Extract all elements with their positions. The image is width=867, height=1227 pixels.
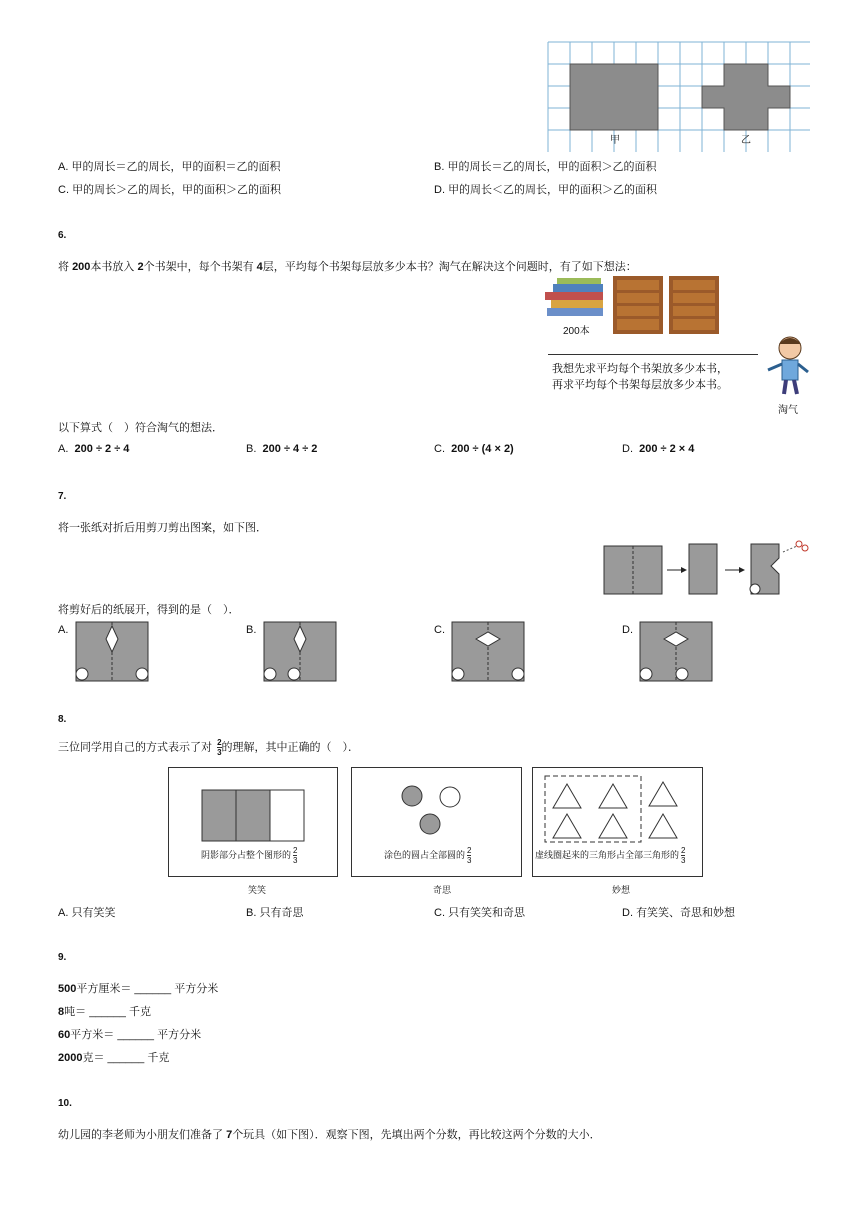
q5-option-b[interactable]: B. 甲的周长＝乙的周长，甲的面积＞乙的面积 xyxy=(434,161,657,173)
q5-grid-figure xyxy=(548,42,810,152)
books-pile-illustration xyxy=(543,278,611,322)
q6-question: 以下算式（ ）符合淘气的想法． xyxy=(58,422,223,434)
q10-number: 10. xyxy=(58,1098,72,1109)
q8-option-c[interactable]: C. 只有笑笑和奇思 xyxy=(434,907,526,919)
q6-option-b[interactable]: B. 200 ÷ 4 ÷ 2 xyxy=(246,443,318,455)
q9-line-2: 8吨＝ ______ 千克 xyxy=(58,1006,151,1018)
thought-line-2: 再求平均每个书架每层放多少本书。 xyxy=(552,379,728,391)
kid-name-label: 淘气 xyxy=(778,405,798,416)
name-xiaoxiao: 笑笑 xyxy=(248,885,267,895)
q8-option-a[interactable]: A. 只有笑笑 xyxy=(58,907,116,919)
label-jia: 甲 xyxy=(610,135,620,146)
label-yi: 乙 xyxy=(741,135,751,146)
bookshelf-2 xyxy=(669,276,719,334)
q8-box-miaoxiang xyxy=(532,767,703,877)
q7-stem: 将一张纸对折后用剪刀剪出图案，如下图． xyxy=(58,522,267,534)
thought-divider xyxy=(548,354,758,355)
q6-option-c[interactable]: C. 200 ÷ (4 × 2) xyxy=(434,443,514,455)
q8-box-qisi xyxy=(351,767,522,877)
bookshelf-1 xyxy=(613,276,663,334)
q5-option-d[interactable]: D. 甲的周长＜乙的周长，甲的面积＞乙的面积 xyxy=(434,184,658,196)
blank-field[interactable]: ______ xyxy=(107,1052,145,1064)
q9-line-3: 60平方米＝ ______ 平方分米 xyxy=(58,1029,202,1041)
q6-option-d[interactable]: D. 200 ÷ 2 × 4 xyxy=(622,443,695,455)
thought-line-1: 我想先求平均每个书架放多少本书， xyxy=(552,363,728,375)
q5-option-c[interactable]: C. 甲的周长＞乙的周长，甲的面积＞乙的面积 xyxy=(58,184,282,196)
triangles-figure xyxy=(543,774,693,846)
q10-stem: 幼儿园的李老师为小朋友们准备了 7个玩具（如下图）．观察下图，先填出两个分数，再比较这两个分数的大小． xyxy=(58,1129,601,1141)
q8-number: 8. xyxy=(58,714,67,725)
box1-caption: 阴影部分占整个图形的 $\frac{2}{3}$ xyxy=(201,846,298,865)
q9-number: 9. xyxy=(58,952,67,963)
q8-box-xiaoxiao xyxy=(168,767,338,877)
q6-option-a[interactable]: A. 200 ÷ 2 ÷ 4 xyxy=(58,443,130,455)
q7-number: 7. xyxy=(58,491,67,502)
box3-caption: 虚线圈起来的三角形占全部三角形的 $\frac{2}{3}$ xyxy=(535,846,686,865)
q6-stem: 将 200本书放入 2个书架中，每个书架有 4层，平均每个书架每层放多少本书？淘气在解决这个问题时，有了如下想法： xyxy=(58,261,637,273)
q6-number: 6. xyxy=(58,230,67,241)
q7-option-a-figure[interactable] xyxy=(76,622,148,682)
q8-option-b[interactable]: B. 只有奇思 xyxy=(246,907,304,919)
circles-figure xyxy=(400,784,470,840)
q7-letter-c[interactable]: C. xyxy=(434,624,445,636)
q7-option-c-figure[interactable] xyxy=(452,622,524,682)
books-label: 200本 xyxy=(563,326,590,337)
folding-process-figure xyxy=(603,538,813,598)
kid-taoqi-illustration xyxy=(764,334,812,398)
q7-option-b-figure[interactable] xyxy=(264,622,336,682)
name-qisi: 奇思 xyxy=(433,885,452,895)
shape-jia xyxy=(570,64,658,130)
q7-question: 将剪好后的纸展开，得到的是（ ）． xyxy=(58,604,240,616)
q7-letter-d[interactable]: D. xyxy=(622,624,633,636)
name-miaoxiang: 妙想 xyxy=(612,885,631,895)
blank-field[interactable]: ______ xyxy=(134,983,172,995)
q7-letter-a[interactable]: A. xyxy=(58,624,69,636)
blank-field[interactable]: ______ xyxy=(117,1029,155,1041)
rect-thirds-figure xyxy=(202,790,306,842)
shape-yi xyxy=(702,64,790,130)
q9-line-1: 500平方厘米＝ ______ 平方分米 xyxy=(58,983,219,995)
q8-stem: 三位同学用自己的方式表示了对 $\frac{2}{3}$ 的理解，其中正确的（ ）． xyxy=(58,738,360,757)
q7-option-d-figure[interactable] xyxy=(640,622,712,682)
q5-option-a[interactable]: A. 甲的周长＝乙的周长，甲的面积＝乙的面积 xyxy=(58,161,281,173)
q9-line-4: 2000克＝ ______ 千克 xyxy=(58,1052,170,1064)
blank-field[interactable]: ______ xyxy=(89,1006,126,1018)
box2-caption: 涂色的圆占全部圆的 $\frac{2}{3}$ xyxy=(384,846,472,865)
q8-option-d[interactable]: D. 有笑笑、奇思和妙想 xyxy=(622,907,736,919)
q7-letter-b[interactable]: B. xyxy=(246,624,257,636)
